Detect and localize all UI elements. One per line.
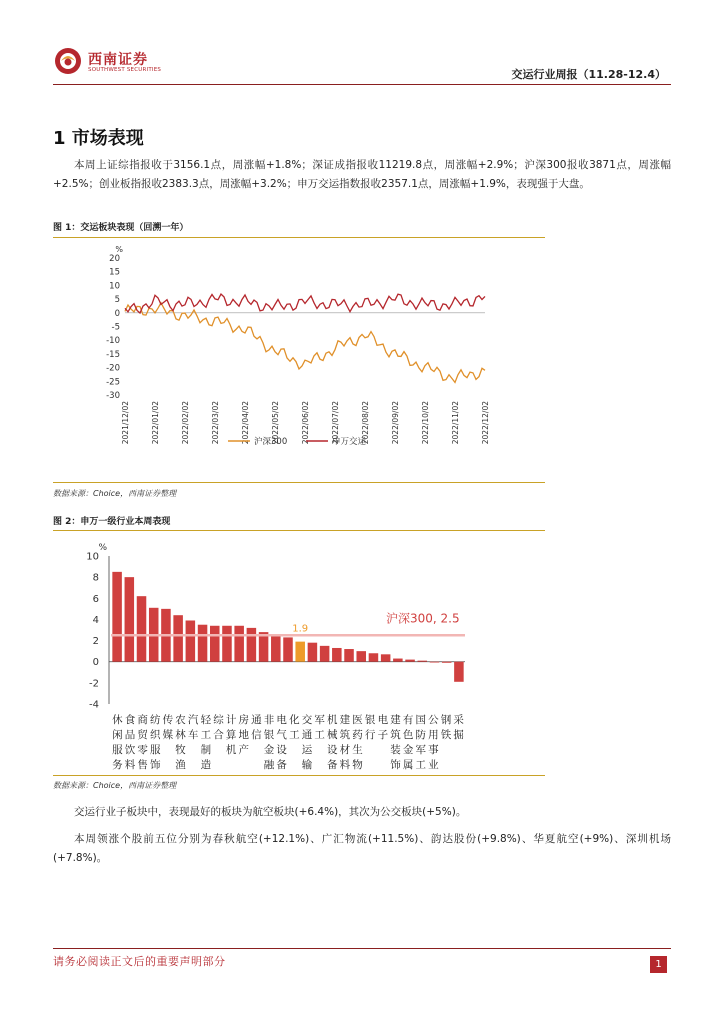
x-tick-label: 有 — [402, 714, 414, 726]
x-tick-label: 建 — [390, 714, 401, 726]
x-tick-label: 备 — [276, 759, 287, 771]
y-tick-label: -4 — [89, 699, 99, 711]
x-tick-label: 备 — [327, 759, 338, 771]
y-tick-label: 2 — [92, 636, 99, 648]
x-tick-label: 信 — [251, 729, 262, 741]
x-tick-label: 交 — [301, 714, 313, 726]
y-tick-label: -15 — [106, 349, 120, 360]
y-tick-label: 4 — [92, 614, 99, 626]
x-tick-label: 2021/12/02 — [121, 401, 130, 445]
x-tick-label: 生 — [352, 744, 363, 756]
x-tick-label: 融 — [263, 759, 275, 771]
x-tick-label: 银 — [364, 714, 376, 726]
x-tick-label: 掘 — [453, 729, 464, 741]
bar-农林牧渔 — [173, 615, 183, 662]
x-tick-label: 金 — [263, 744, 275, 756]
x-tick-label: 钢 — [440, 714, 452, 726]
x-tick-label: 料 — [124, 759, 136, 771]
x-tick-label: 电 — [276, 714, 287, 726]
footer-divider — [53, 948, 671, 949]
x-tick-label: 设 — [276, 744, 287, 756]
x-tick-label: 工 — [314, 729, 325, 741]
figure2-title: 图 2：申万一级行业本周表现 — [53, 517, 171, 527]
x-tick-label: 工 — [415, 759, 426, 771]
x-tick-label: 2022/02/02 — [181, 401, 190, 445]
x-tick-label: 械 — [327, 729, 338, 741]
figure1-bottom-rule — [53, 482, 545, 483]
x-tick-label: 事 — [428, 744, 439, 756]
x-tick-label: 贸 — [137, 729, 148, 741]
x-tick-label: 2022/12/02 — [481, 401, 490, 445]
report-title: 交运行业周报（11.28-12.4） — [511, 68, 666, 81]
x-tick-label: 输 — [301, 759, 313, 771]
x-tick-label: 公 — [428, 714, 439, 726]
x-tick-label: 电 — [377, 714, 389, 726]
y-tick-label: 8 — [92, 572, 99, 584]
bar-有色金属 — [405, 660, 415, 662]
y-tick-label: -10 — [106, 336, 120, 347]
line-chart — [53, 238, 545, 482]
bar-机械设备 — [320, 646, 330, 662]
y-tick-label: 10 — [86, 551, 99, 563]
x-tick-label: 装 — [390, 744, 401, 756]
bar-电气设备 — [271, 635, 281, 661]
bar-电子 — [381, 654, 391, 661]
x-tick-label: 品 — [124, 729, 136, 741]
sub-sector-paragraph: 交运行业子板块中，表现最好的板块为航空板块(+6.4%)，其次为公交板块(+5%)。 — [74, 806, 467, 818]
x-tick-label: 算 — [225, 729, 237, 741]
x-tick-label: 服 — [112, 744, 123, 756]
x-tick-label: 车 — [187, 729, 199, 741]
y-tick-label: -2 — [89, 678, 99, 690]
highlight-value-label: 1.9 — [292, 623, 309, 635]
page-number: 1 — [650, 956, 667, 973]
bar-休闲服务 — [112, 572, 122, 662]
bar-建筑材料 — [344, 649, 354, 662]
x-tick-label: 料 — [339, 759, 351, 771]
x-tick-label: 媒 — [162, 729, 174, 741]
logo-text-cn: 西南证券 — [88, 52, 148, 68]
y-tick-label: 20 — [109, 254, 120, 264]
x-tick-label: 建 — [339, 714, 351, 726]
bar-银行 — [369, 653, 379, 661]
x-tick-label: 2022/03/02 — [211, 401, 220, 445]
y-tick-label: -20 — [106, 363, 120, 374]
legend-label: 沪深300 — [254, 437, 288, 447]
x-tick-label: 设 — [327, 744, 338, 756]
x-tick-label: 属 — [402, 759, 414, 771]
x-tick-label: 合 — [213, 729, 224, 741]
x-tick-label: 通 — [251, 714, 262, 726]
x-tick-label: 2022/05/02 — [271, 401, 280, 445]
x-tick-label: 军 — [314, 714, 325, 726]
header-divider — [53, 84, 671, 85]
market-summary-paragraph: 本周上证综指报收于3156.1点，周涨幅+1.8%；深证成指报收11219.8点，周涨幅+2.9%；沪深300报收3871点，周涨幅+2.5%；创业板指报收2383.3点，周涨幅+3.2%；申万交运指数报收2357.1点，周涨幅+1.9%，表现强于大盘。 — [53, 159, 671, 190]
x-tick-label: 房 — [238, 714, 249, 726]
bar-综合 — [210, 626, 220, 662]
x-tick-label: 筑 — [339, 729, 351, 741]
x-tick-label: 2022/04/02 — [241, 401, 250, 445]
y-tick-label: 0 — [92, 657, 99, 669]
x-tick-label: 铁 — [440, 729, 452, 741]
x-tick-label: 业 — [428, 759, 439, 771]
y-axis-unit: % — [98, 543, 107, 553]
series-line-0 — [125, 303, 485, 383]
y-tick-label: 5 — [114, 295, 120, 306]
logo-icon — [53, 46, 83, 76]
bar-chart — [53, 531, 545, 775]
x-tick-label: 筑 — [390, 729, 401, 741]
figure2-bottom-rule — [53, 775, 545, 776]
bar-通信 — [332, 648, 342, 662]
x-tick-label: 国 — [415, 714, 426, 726]
x-tick-label: 牧 — [175, 744, 186, 756]
x-tick-label: 金 — [402, 744, 414, 756]
x-tick-label: 机 — [225, 744, 237, 756]
y-tick-label: -5 — [111, 322, 120, 333]
x-tick-label: 军 — [415, 744, 426, 756]
x-tick-label: 通 — [301, 729, 313, 741]
series-line-1 — [125, 294, 485, 313]
x-tick-label: 渔 — [175, 759, 186, 771]
bar-房地产 — [234, 626, 244, 662]
x-tick-label: 2022/07/02 — [331, 401, 340, 445]
disclaimer-note: 请务必阅读正文后的重要声明部分 — [53, 955, 226, 968]
x-tick-label: 造 — [200, 759, 212, 771]
x-tick-label: 2022/08/02 — [361, 401, 370, 445]
x-tick-label: 零 — [137, 744, 148, 756]
x-tick-label: 运 — [301, 744, 313, 756]
bar-钢铁 — [442, 662, 452, 663]
x-tick-label: 食 — [124, 714, 136, 726]
hs300-reference-label: 沪深300, 2.5 — [386, 611, 460, 626]
logo-text-en: SOUTHWEST SECURITIES — [88, 67, 162, 73]
x-tick-label: 非 — [263, 714, 275, 726]
bar-非银金融 — [259, 632, 269, 662]
x-tick-label: 化 — [289, 714, 300, 726]
x-tick-label: 闲 — [112, 729, 123, 741]
x-tick-label: 售 — [137, 759, 148, 771]
x-tick-label: 工 — [289, 729, 300, 741]
bar-交通运输 — [295, 642, 305, 662]
bar-汽车 — [186, 620, 196, 661]
x-tick-label: 林 — [175, 729, 186, 741]
x-tick-label: 2022/09/02 — [391, 401, 400, 445]
x-tick-label: 轻 — [200, 714, 212, 726]
x-tick-label: 机 — [327, 714, 338, 726]
x-tick-label: 产 — [238, 744, 249, 756]
x-tick-label: 饰 — [390, 759, 401, 771]
x-tick-label: 休 — [112, 714, 123, 726]
x-tick-label: 综 — [213, 714, 224, 726]
x-tick-label: 气 — [276, 729, 287, 741]
x-tick-label: 银 — [263, 729, 275, 741]
x-tick-label: 织 — [150, 729, 161, 741]
y-tick-label: -30 — [106, 391, 120, 401]
bar-采掘 — [454, 662, 464, 682]
y-tick-label: 0 — [114, 308, 120, 319]
y-tick-label: 15 — [109, 267, 120, 278]
x-tick-label: 饮 — [124, 744, 136, 756]
x-tick-label: 传 — [162, 714, 174, 726]
y-tick-label: 10 — [109, 281, 120, 292]
bar-轻工制造 — [198, 625, 208, 662]
x-tick-label: 药 — [352, 729, 363, 741]
x-tick-label: 纺 — [150, 714, 161, 726]
x-tick-label: 计 — [225, 714, 237, 726]
x-tick-label: 防 — [415, 729, 426, 741]
y-axis-unit: % — [115, 245, 123, 254]
bar-通信 — [247, 628, 257, 662]
x-tick-label: 2022/10/02 — [421, 401, 430, 445]
x-tick-label: 采 — [453, 714, 464, 726]
x-tick-label: 务 — [112, 759, 123, 771]
x-tick-label: 农 — [175, 714, 186, 726]
x-tick-label: 用 — [428, 729, 439, 741]
legend-label: 申万交运 — [332, 437, 367, 447]
x-tick-label: 制 — [200, 744, 212, 756]
x-tick-label: 服 — [150, 744, 161, 756]
y-tick-label: 6 — [92, 593, 99, 605]
section-title: 1 市场表现 — [53, 128, 144, 149]
x-tick-label: 2022/06/02 — [301, 401, 310, 445]
figure1-title: 图 1：交运板块表现（回溯一年） — [53, 223, 189, 233]
x-tick-label: 子 — [377, 729, 389, 741]
x-tick-label: 2022/11/02 — [451, 401, 460, 445]
bar-公用事业 — [430, 662, 440, 663]
figure1-source: 数据来源：Choice，西南证券整理 — [53, 489, 177, 498]
y-tick-label: -25 — [106, 377, 120, 388]
x-tick-label: 行 — [364, 729, 376, 741]
x-tick-label: 工 — [200, 729, 212, 741]
bar-建筑装饰 — [393, 659, 403, 662]
bar-国防军工 — [418, 661, 428, 662]
bar-军工 — [308, 643, 318, 662]
x-tick-label: 饰 — [150, 759, 161, 771]
x-tick-label: 材 — [339, 744, 351, 756]
x-tick-label: 商 — [137, 714, 148, 726]
bar-商贸零售 — [137, 596, 147, 662]
x-tick-label: 色 — [402, 729, 414, 741]
x-tick-label: 物 — [352, 759, 363, 771]
bar-医药 — [356, 651, 366, 662]
x-tick-label: 汽 — [187, 714, 199, 726]
x-tick-label: 医 — [352, 714, 363, 726]
bar-化工 — [283, 637, 293, 661]
top-stocks-paragraph: 本周领涨个股前五位分别为春秋航空(+12.1%)、广汇物流(+11.5%)、韵达股份(+9.8%)、华夏航空(+9%)、深圳机场(+7.8%)。 — [53, 833, 671, 864]
x-tick-label: 地 — [238, 729, 249, 741]
figure2-source: 数据来源：Choice，西南证券整理 — [53, 781, 177, 790]
bar-计算机 — [222, 626, 232, 662]
x-tick-label: 2022/01/02 — [151, 401, 160, 445]
bar-食品饮料 — [125, 577, 135, 662]
